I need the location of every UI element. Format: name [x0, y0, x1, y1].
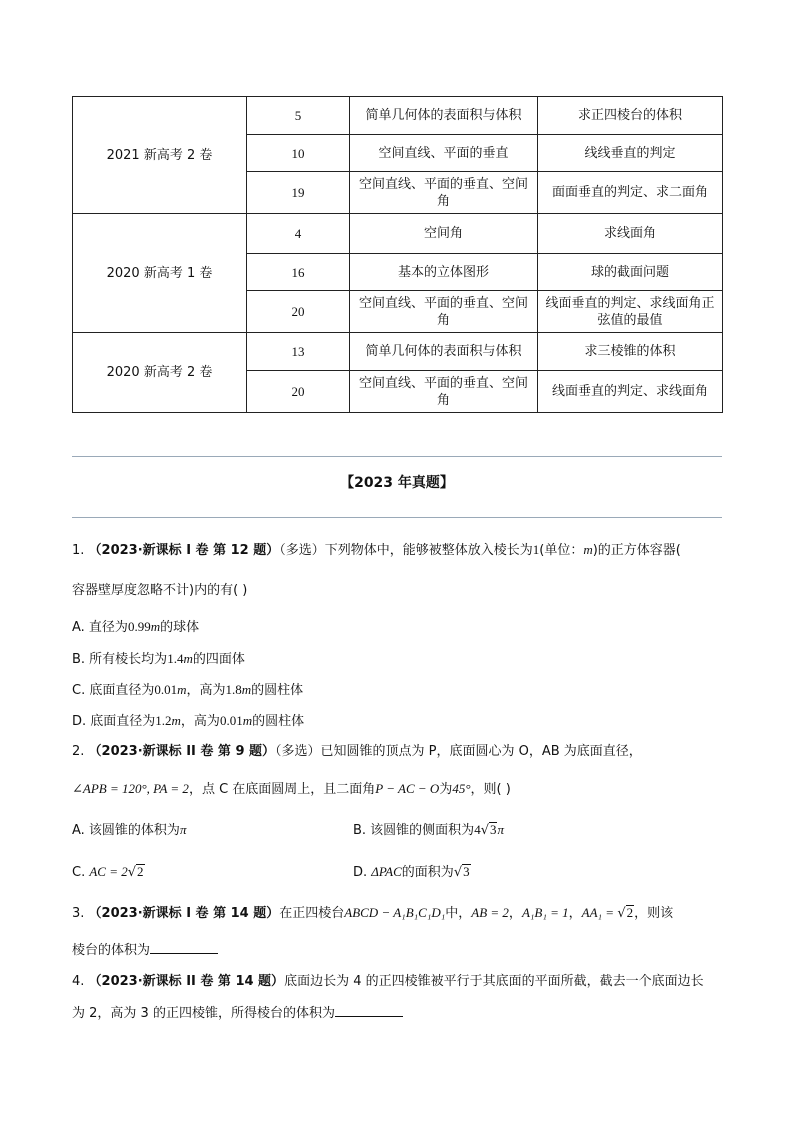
- knowledge-point-cell: 线面垂直的判定、求线面角: [538, 371, 723, 413]
- table-row: [73, 97, 723, 135]
- topic-cell: 基本的立体图形: [350, 254, 538, 291]
- question-no-cell: 20: [247, 291, 350, 333]
- knowledge-point-cell: 求三棱锥的体积: [538, 333, 723, 371]
- knowledge-point-cell: 求线面角: [538, 214, 723, 254]
- topic-cell: 空间直线、平面的垂直、空间角: [350, 172, 538, 214]
- exam-name-cell: 2020 新高考 1 卷: [73, 214, 247, 333]
- topic-cell: 简单几何体的表面积与体积: [350, 333, 538, 371]
- question-4: 4. （2023·新课标 II 卷 第 14 题）底面边长为 4 的正四棱锥被平行于其底面的平面所截，截去一个底面边长: [72, 974, 704, 989]
- knowledge-point-cell: 面面垂直的判定、求二面角: [538, 172, 723, 214]
- knowledge-point-cell: 线面垂直的判定、求线面角正弦值的最值: [538, 291, 723, 333]
- topic-cell: 简单几何体的表面积与体积: [350, 97, 538, 135]
- question-2: 2. （2023·新课标 II 卷 第 9 题）（多选）已知圆锥的顶点为 P，底面圆心为 O，AB 为底面直径，: [72, 744, 642, 759]
- q2-option-b: B. 该圆锥的侧面积为4√3π: [353, 822, 504, 838]
- question-2-line2: ∠APB = 120°, PA = 2，点 C 在底面圆周上，且二面角P − AC − O为45°，则( ): [72, 781, 511, 797]
- sqrt-icon: √: [617, 906, 626, 921]
- q2-option-c: C. AC = 2√2: [72, 864, 144, 880]
- divider-bottom: [72, 517, 722, 518]
- question-number: 4.: [72, 974, 85, 989]
- knowledge-point-cell: 求正四棱台的体积: [538, 97, 723, 135]
- question-no-cell: 20: [247, 371, 350, 413]
- answer-blank[interactable]: [150, 941, 218, 954]
- divider-top: [72, 456, 722, 457]
- question-no-cell: 4: [247, 214, 350, 254]
- question-number: 1.: [72, 543, 85, 558]
- question-3: 3. （2023·新课标 I 卷 第 14 题）在正四棱台ABCD − A₁B₁C₁D₁中，AB = 2，A₁B₁ = 1，AA₁ = √2，则该: [72, 905, 674, 921]
- knowledge-point-cell: 球的截面问题: [538, 254, 723, 291]
- question-source: （2023·新课标 II 卷 第 14 题）: [88, 974, 285, 989]
- q2-option-d: D. ΔPAC的面积为√3: [353, 864, 470, 880]
- topic-cell: 空间直线、平面的垂直、空间角: [350, 291, 538, 333]
- question-1: 1. （2023·新课标 I 卷 第 12 题）（多选）下列物体中，能够被整体放入棱长为1(单位：m)的正方体容器(: [72, 542, 681, 558]
- table-row: [73, 333, 723, 371]
- sqrt-icon: √: [480, 823, 489, 838]
- q1-option-a: A. 直径为0.99m的球体: [72, 619, 200, 635]
- answer-blank[interactable]: [335, 1004, 403, 1017]
- topic-cell: 空间直线、平面的垂直、空间角: [350, 371, 538, 413]
- q1-option-d: D. 底面直径为1.2m，高为0.01m的圆柱体: [72, 713, 305, 729]
- question-no-cell: 19: [247, 172, 350, 214]
- exam-name-cell: 2020 新高考 2 卷: [73, 333, 247, 413]
- question-no-cell: 10: [247, 135, 350, 172]
- q2-option-a: A. 该圆锥的体积为π: [72, 822, 187, 838]
- question-no-cell: 16: [247, 254, 350, 291]
- knowledge-point-cell: 线线垂直的判定: [538, 135, 723, 172]
- question-no-cell: 13: [247, 333, 350, 371]
- question-3-line2: 棱台的体积为: [72, 941, 722, 960]
- exam-name-cell: 2021 新高考 2 卷: [73, 97, 247, 214]
- question-number: 3.: [72, 906, 85, 921]
- question-source: （2023·新课标 I 卷 第 12 题）: [88, 543, 280, 558]
- question-1-line2: 容器壁厚度忽略不计)内的有( ): [72, 583, 248, 598]
- question-no-cell: 5: [247, 97, 350, 135]
- question-source: （2023·新课标 I 卷 第 14 题）: [88, 906, 280, 921]
- q1-option-c: C. 底面直径为0.01m，高为1.8m的圆柱体: [72, 682, 304, 698]
- table-row: [73, 214, 723, 254]
- question-4-line2: 为 2，高为 3 的正四棱锥，所得棱台的体积为: [72, 1004, 722, 1023]
- topic-cell: 空间角: [350, 214, 538, 254]
- question-source: （2023·新课标 II 卷 第 9 题）: [88, 744, 276, 759]
- question-number: 2.: [72, 744, 85, 759]
- topic-cell: 空间直线、平面的垂直: [350, 135, 538, 172]
- exam-table: [72, 96, 723, 413]
- sqrt-icon: √: [453, 865, 463, 880]
- q1-option-b: B. 所有棱长均为1.4m的四面体: [72, 651, 245, 667]
- section-title: 【2023 年真题】: [340, 475, 454, 491]
- sqrt-icon: √: [127, 865, 137, 880]
